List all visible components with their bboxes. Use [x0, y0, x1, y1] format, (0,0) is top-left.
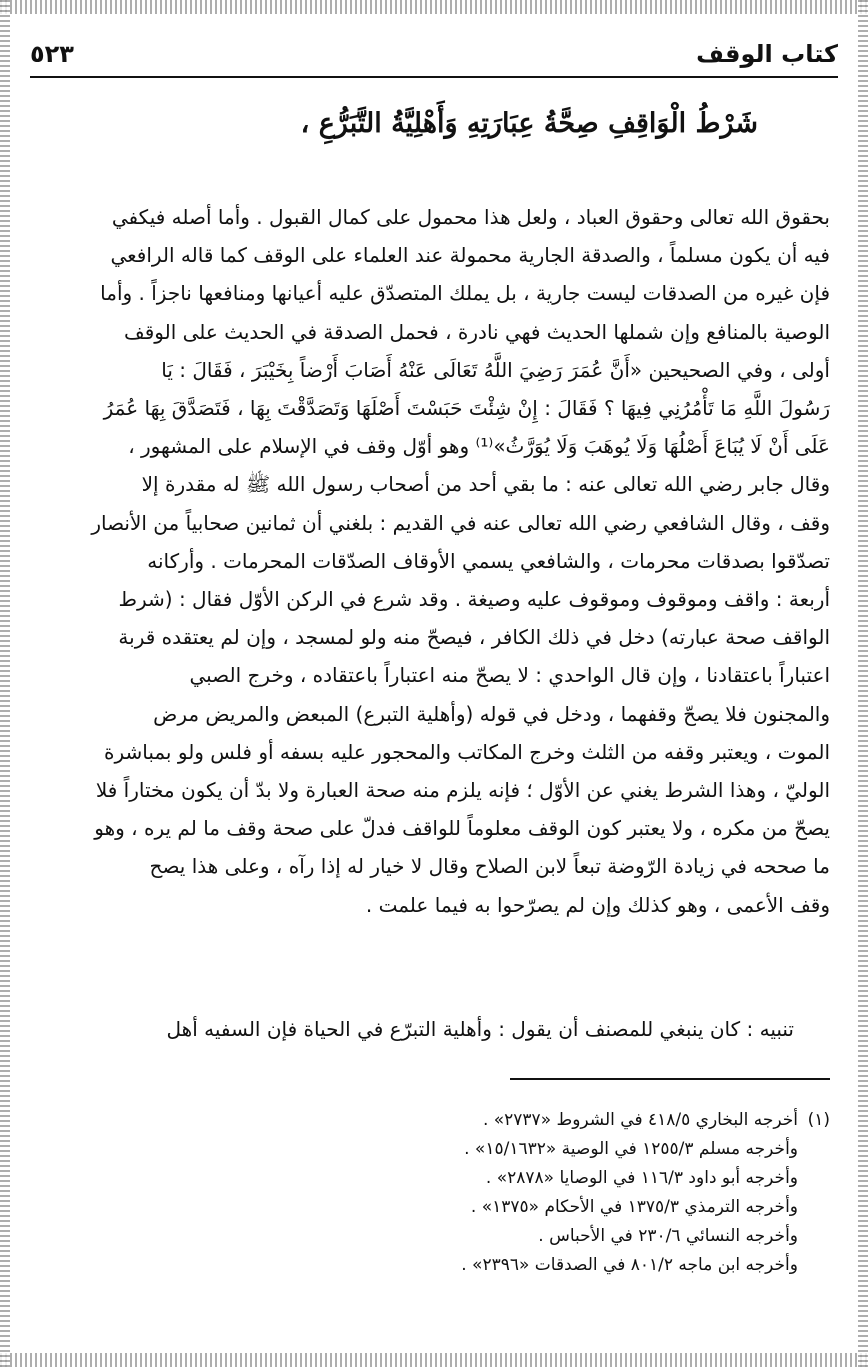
body-line: الموت ، ويعتبر وقفه من الثلث وخرج المكاتب والمحجور عليه بسفه أو فلس ولو بمباشرة [103, 739, 830, 764]
body-line: رَسُولَ اللَّهِ مَا تَأْمُرُنِي فِيهَا ؟ فَقَالَ : إِنْ شِئْتَ حَبَسْتَ أَصْلَهَا وَتَصَدَّقْتَ بِهَا ، فَتَصَدَّقَ بِهَا عُمَرُ [103, 396, 830, 421]
matn-heading: شَرْطُ الْوَاقِفِ صِحَّةُ عِبَارَتِهِ وَأَهْلِيَّةُ التَّبَرُّعِ ، [300, 108, 758, 139]
body-line: أربعة : واقف وموقوف وموقوف عليه وصيغة . وقد شرع في الركن الأوّل فقال : (شرط [118, 587, 830, 612]
body-line: وقف الأعمى ، وهو كذلك وإن لم يصرّحوا به فيما علمت . [365, 892, 830, 917]
footnote-line: وأخرجه مسلم ١٢٥٥/٣ في الوصية «١٥/١٦٣٢» . [464, 1139, 798, 1159]
body-line: بحقوق الله تعالى وحقوق العباد ، ولعل هذا محمول على كمال القبول . وأما أصله فيكفي [111, 205, 830, 229]
running-title: كتاب الوقف [696, 40, 838, 68]
body-line: فيه أن يكون مسلماً ، والصدقة الجارية محمولة عند العلماء على الوقف كما قاله الرافعي [110, 243, 830, 268]
decorative-border-right [858, 0, 868, 1367]
body-line: الوليّ ، وهذا الشرط يغني عن الأوّل ؛ فإنه يلزم منه صحة العبارة ولا بدّ أن يكون مختاراً فلا [95, 778, 830, 803]
footnote-line: وأخرجه ابن ماجه ٨٠١/٢ في الصدقات «٢٣٩٦» . [461, 1255, 798, 1275]
tanbih-paragraph: تنبيه : كان ينبغي للمصنف أن يقول : وأهلية التبرّع في الحياة فإن السفيه أهل [166, 1017, 794, 1041]
body-line: الوصية بالمنافع وإن شملها الحديث فهي نادرة ، فحمل الصدقة في الحديث على الوقف [124, 319, 830, 344]
body-line: عَلَى أَنْ لَا يُبَاعَ أَصْلُهَا وَلَا يُوهَبَ وَلَا يُوَرَّثُ»⁽¹⁾ وهو أوّل وقف في الإسلام على المشهور ، [128, 434, 830, 459]
page-number: ٥٢٣ [30, 40, 74, 68]
footnote-line: وأخرجه أبو داود ١١٦/٣ في الوصايا «٢٨٧٨» . [485, 1168, 798, 1188]
footnotes [200, 1106, 830, 1280]
body-line: الواقف صحة عبارته) دخل في ذلك الكافر ، فيصحّ منه ولو لمسجد ، وإن لم يعتقده قربة [118, 625, 830, 650]
body-line: أولى ، وفي الصحيحين «أَنَّ عُمَرَ رَضِيَ اللَّهُ تَعَالَى عَنْهُ أَصَابَ أَرْضاً بِخَيْبَرَ ، فَقَالَ : يَا [161, 357, 830, 382]
footnote-line: وأخرجه النسائي ٢٣٠/٦ في الأحباس . [538, 1226, 798, 1246]
footnote-line [200, 1106, 830, 1135]
footnote-line: وأخرجه الترمذي ١٣٧٥/٣ في الأحكام «١٣٧٥» . [470, 1197, 798, 1217]
body-line: ما صححه في زيادة الرّوضة تبعاً لابن الصلاح وقال لا خيار له إذا رآه ، وعلى هذا يصح [149, 854, 830, 879]
footnote-marker: (١) [807, 1110, 830, 1130]
body-line: وقف ، وقال الشافعي رضي الله تعالى عنه في القديم : بلغني أن ثمانين صحابياً من الأنصار [91, 510, 830, 535]
body-line: يصحّ من مكره ، ولا يعتبر كون الوقف معلوماً للواقف فدلّ على صحة وقف ما لم يره ، وهو [94, 816, 830, 841]
body-line: والمجنون فلا يصحّ وقفهما ، ودخل في قوله (وأهلية التبرع) المبعض والمريض مرض [153, 701, 830, 726]
decorative-border-top [0, 0, 868, 14]
page-header [30, 40, 838, 70]
decorative-border-left [0, 0, 10, 1367]
decorative-border-bottom [0, 1353, 868, 1367]
body-line: اعتباراً باعتقادنا ، وإن قال الواحدي : لا يصحّ منه اعتباراً باعتقاده ، وخرج الصبي [189, 663, 830, 688]
body-line: تصدّقوا بصدقات محرمات ، والشافعي يسمي الأوقاف الصدّقات المحرمات . وأركانه [147, 548, 830, 573]
body-line: فإن غيره من الصدقات ليست جارية ، بل يملك المتصدّق عليه أعيانها ومنافعها ناجزاً . وأما [100, 281, 830, 306]
footnote-text: أخرجه البخاري ٤١٨/٥ في الشروط «٢٧٣٧» . [482, 1110, 798, 1130]
commentary-body [18, 198, 830, 924]
footnote-divider [510, 1078, 830, 1080]
header-divider [30, 76, 838, 78]
body-line: وقال جابر رضي الله تعالى عنه : ما بقي أحد من أصحاب رسول الله ﷺ له مقدرة إلا [141, 472, 830, 497]
